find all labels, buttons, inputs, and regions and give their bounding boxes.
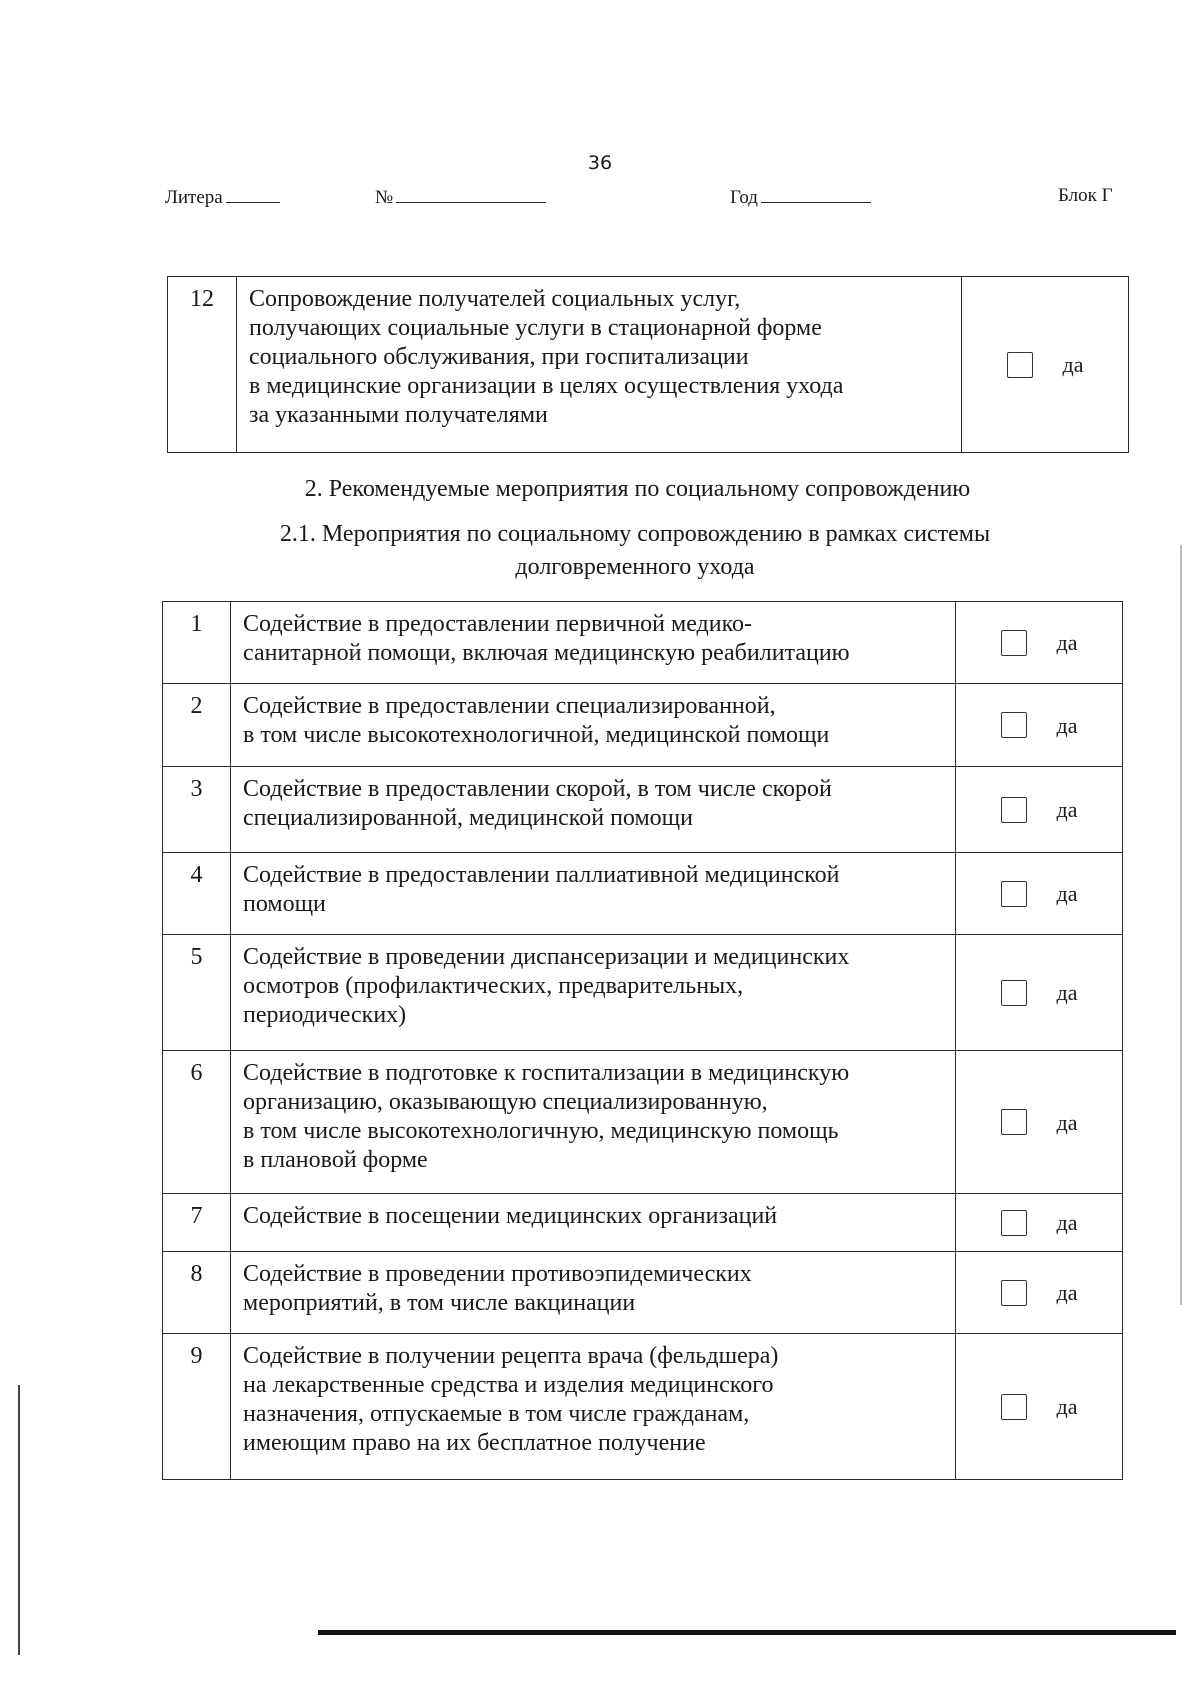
table-row — [163, 1252, 1123, 1334]
yes-label: да — [1056, 881, 1078, 906]
page-number: 36 — [587, 152, 613, 174]
row-number: 6 — [163, 1051, 231, 1194]
answer-cell — [956, 1194, 1123, 1252]
litera-field — [165, 185, 280, 209]
description-line: специализированной, медицинской помощи — [243, 805, 693, 831]
row-description — [231, 1051, 956, 1194]
row-number: 8 — [163, 1252, 231, 1334]
description-line: Сопровождение получателей социальных услуг, — [249, 286, 741, 312]
table-row — [163, 853, 1123, 935]
row-description — [231, 602, 956, 684]
number-blank[interactable] — [396, 185, 546, 203]
subsection-heading-line-1: 2.1. Мероприятия по социальному сопровождению в рамках системы — [279, 521, 991, 547]
description-line: назначения, отпускаемые в том числе гражданам, — [243, 1401, 750, 1427]
yes-checkbox[interactable] — [1001, 1394, 1027, 1420]
description-line: санитарной помощи, включая медицинскую реабилитацию — [243, 640, 850, 666]
row-number: 1 — [163, 602, 231, 684]
description-line: социального обслуживания, при госпитализации — [249, 344, 749, 370]
row-number: 3 — [163, 767, 231, 853]
year-blank[interactable] — [761, 185, 871, 203]
row-description — [231, 1194, 956, 1252]
answer-cell — [956, 1252, 1123, 1334]
year-field — [730, 185, 871, 209]
answer-cell — [956, 767, 1123, 853]
description-line: периодических) — [243, 1002, 407, 1028]
description-line: в медицинские организации в целях осуществления ухода — [249, 373, 844, 399]
row-description — [231, 684, 956, 767]
row-description — [231, 853, 956, 935]
description-line: Содействие в посещении медицинских организаций — [243, 1203, 778, 1229]
yes-checkbox[interactable] — [1001, 1280, 1027, 1306]
number-label: № — [375, 187, 394, 208]
description-line: Содействие в предоставлении скорой, в том числе скорой — [243, 776, 832, 802]
yes-label: да — [1056, 1394, 1078, 1419]
description-line: Содействие в проведении диспансеризации и медицинских — [243, 944, 850, 970]
yes-label: да — [1056, 1109, 1078, 1135]
row-description — [231, 767, 956, 853]
answer-cell — [956, 684, 1123, 767]
yes-checkbox[interactable] — [1001, 1210, 1027, 1236]
table-row — [163, 935, 1123, 1051]
row-description — [231, 935, 956, 1051]
description-line: организацию, оказывающую специализированную, — [243, 1089, 768, 1115]
description-line: получающих социальные услуги в стационарной форме — [249, 315, 822, 341]
answer-cell — [956, 1051, 1123, 1194]
yes-label: да — [1056, 1210, 1078, 1235]
row-number: 5 — [163, 935, 231, 1051]
description-line: помощи — [243, 891, 326, 917]
yes-label: да — [1062, 352, 1084, 377]
litera-blank[interactable] — [226, 185, 280, 203]
yes-checkbox[interactable] — [1001, 1109, 1027, 1135]
answer-cell — [956, 602, 1123, 684]
description-line: Содействие в подготовке к госпитализации в медицинскую — [243, 1060, 850, 1086]
row-number: 4 — [163, 853, 231, 935]
description-line: в плановой форме — [243, 1147, 428, 1173]
description-line: Содействие в получении рецепта врача (фельдшера) — [243, 1343, 779, 1369]
table-row — [163, 684, 1123, 767]
yes-checkbox[interactable] — [1001, 980, 1027, 1006]
row-number: 2 — [163, 684, 231, 767]
description-line: Содействие в проведении противоэпидемических — [243, 1261, 752, 1287]
row-number: 7 — [163, 1194, 231, 1252]
yes-label: да — [1056, 1280, 1078, 1305]
year-label: Год — [730, 187, 758, 208]
yes-label: да — [1056, 980, 1078, 1005]
row-number: 9 — [163, 1334, 231, 1480]
description-line: имеющим право на их бесплатное получение — [243, 1430, 706, 1456]
yes-label: да — [1056, 797, 1078, 822]
block-label: Блок Г — [1058, 185, 1113, 206]
description-line: в том числе высокотехнологичной, медицинской помощи — [243, 722, 830, 748]
row-description — [237, 277, 962, 453]
yes-label: да — [1056, 630, 1078, 655]
litera-label: Литера — [165, 187, 223, 208]
subsection-heading-line-2: долговременного ухода — [515, 554, 755, 580]
yes-checkbox[interactable] — [1001, 630, 1027, 656]
row-number: 12 — [168, 277, 237, 453]
footer-rule — [318, 1630, 1176, 1635]
table-row — [163, 1194, 1123, 1252]
main-table — [162, 601, 1123, 1480]
yes-checkbox[interactable] — [1007, 352, 1033, 378]
yes-checkbox[interactable] — [1001, 797, 1027, 823]
table-row — [163, 1334, 1123, 1480]
yes-checkbox[interactable] — [1001, 881, 1027, 907]
table-row — [163, 602, 1123, 684]
table-row — [163, 767, 1123, 853]
description-line: Содействие в предоставлении специализированной, — [243, 693, 776, 719]
description-line: за указанными получателями — [249, 402, 548, 428]
answer-cell — [956, 935, 1123, 1051]
answer-cell — [956, 853, 1123, 935]
table-row — [163, 1051, 1123, 1194]
answer-cell — [962, 277, 1129, 453]
table-row — [168, 277, 1129, 453]
top-table — [167, 276, 1129, 453]
description-line: Содействие в предоставлении паллиативной медицинской — [243, 862, 840, 888]
yes-label: да — [1056, 712, 1078, 738]
description-line: Содействие в предоставлении первичной медико- — [243, 611, 753, 637]
description-line: осмотров (профилактических, предварительных, — [243, 973, 744, 999]
scan-edge-line — [1180, 545, 1182, 1305]
description-line: на лекарственные средства и изделия медицинского — [243, 1372, 774, 1398]
scan-margin-line — [18, 1385, 20, 1655]
description-line: в том числе высокотехнологичную, медицинскую помощь — [243, 1118, 839, 1144]
yes-checkbox[interactable] — [1001, 712, 1027, 738]
row-description — [231, 1334, 956, 1480]
description-line: мероприятий, в том числе вакцинации — [243, 1290, 636, 1316]
number-field — [375, 185, 546, 209]
row-description — [231, 1252, 956, 1334]
answer-cell — [956, 1334, 1123, 1480]
section-heading: 2. Рекомендуемые мероприятия по социальному сопровождению — [304, 476, 971, 502]
